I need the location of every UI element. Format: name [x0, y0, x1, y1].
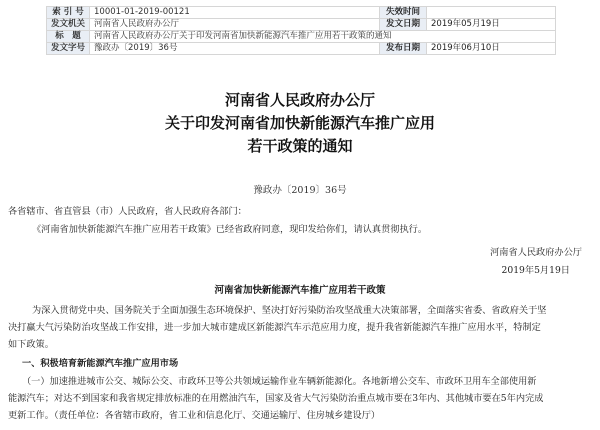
doc-number-value: 豫政办〔2019〕36号 — [90, 43, 380, 55]
signature-date: 2019年5月19日 — [501, 265, 570, 276]
item1-line-2: 能源汽车；对达不到国家和我省规定排放标准的在用燃油汽车，国家及省大气污染防治重点城市要在3年内、其他城市要在5年内完成 — [8, 393, 544, 404]
issue-date-label: 发文日期 — [380, 19, 427, 31]
issuer-value: 河南省人民政府办公厅 — [90, 19, 380, 31]
title-value: 河南省人民政府办公厅关于印发河南省加快新能源汽车推广应用若干政策的通知 — [90, 31, 556, 43]
document-title-line-1: 河南省人民政府办公厅 — [224, 91, 375, 109]
document-metadata-table — [46, 6, 556, 55]
salutation: 各省辖市、省直管县（市）人民政府，省人民政府各部门： — [8, 206, 247, 217]
item1-line-3: 更新工作。（责任单位：各省辖市政府，省工业和信息化厅、交通运输厅、住房城乡建设厅） — [8, 410, 381, 421]
document-number: 豫政办〔2019〕36号 — [253, 185, 347, 196]
intro-line-1: 为深入贯彻党中央、国务院关于全面加强生态环境保护、坚决打好污染防治攻坚战重大决策部署，全面落实省委、省政府关于坚 — [32, 305, 547, 316]
title-label: 标 题 — [47, 31, 90, 43]
body-paragraph: 《河南省加快新能源汽车推广应用若干政策》已经省政府同意，现印发给你们，请认真贯彻执行。 — [32, 224, 428, 235]
signature-org: 河南省人民政府办公厅 — [490, 247, 582, 258]
validity-value — [427, 7, 556, 19]
section-heading-1: 一、积极培育新能源汽车推广应用市场 — [22, 358, 179, 369]
policy-title: 河南省加快新能源汽车推广应用若干政策 — [214, 285, 386, 296]
document-title-line-3: 若干政策的通知 — [247, 137, 353, 155]
item1-line-1: （一）加速推进城市公交、城际公交、市政环卫等公共领域运输作业车辆新能源化。各地新增公交车、市政环卫用车全部使用新 — [22, 376, 537, 387]
document-title-line-2: 关于印发河南省加快新能源汽车推广应用 — [164, 114, 435, 132]
issuer-label: 发文机关 — [47, 19, 90, 31]
intro-line-3: 如下政策。 — [8, 339, 54, 350]
publish-date-value: 2019年06月10日 — [427, 43, 556, 55]
index-number-label: 索 引 号 — [47, 7, 90, 19]
publish-date-label: 发布日期 — [380, 43, 427, 55]
index-number-value: 10001-01-2019-00121 — [90, 7, 380, 19]
doc-number-label: 发文字号 — [47, 43, 90, 55]
intro-line-2: 决打赢大气污染防治攻坚战工作安排，进一步加大城市建成区新能源汽车示范应用力度，提升我省新能源汽车推广应用水平，特制定 — [8, 322, 541, 333]
validity-label: 失效时间 — [380, 7, 427, 19]
issue-date-value: 2019年05月19日 — [427, 19, 556, 31]
